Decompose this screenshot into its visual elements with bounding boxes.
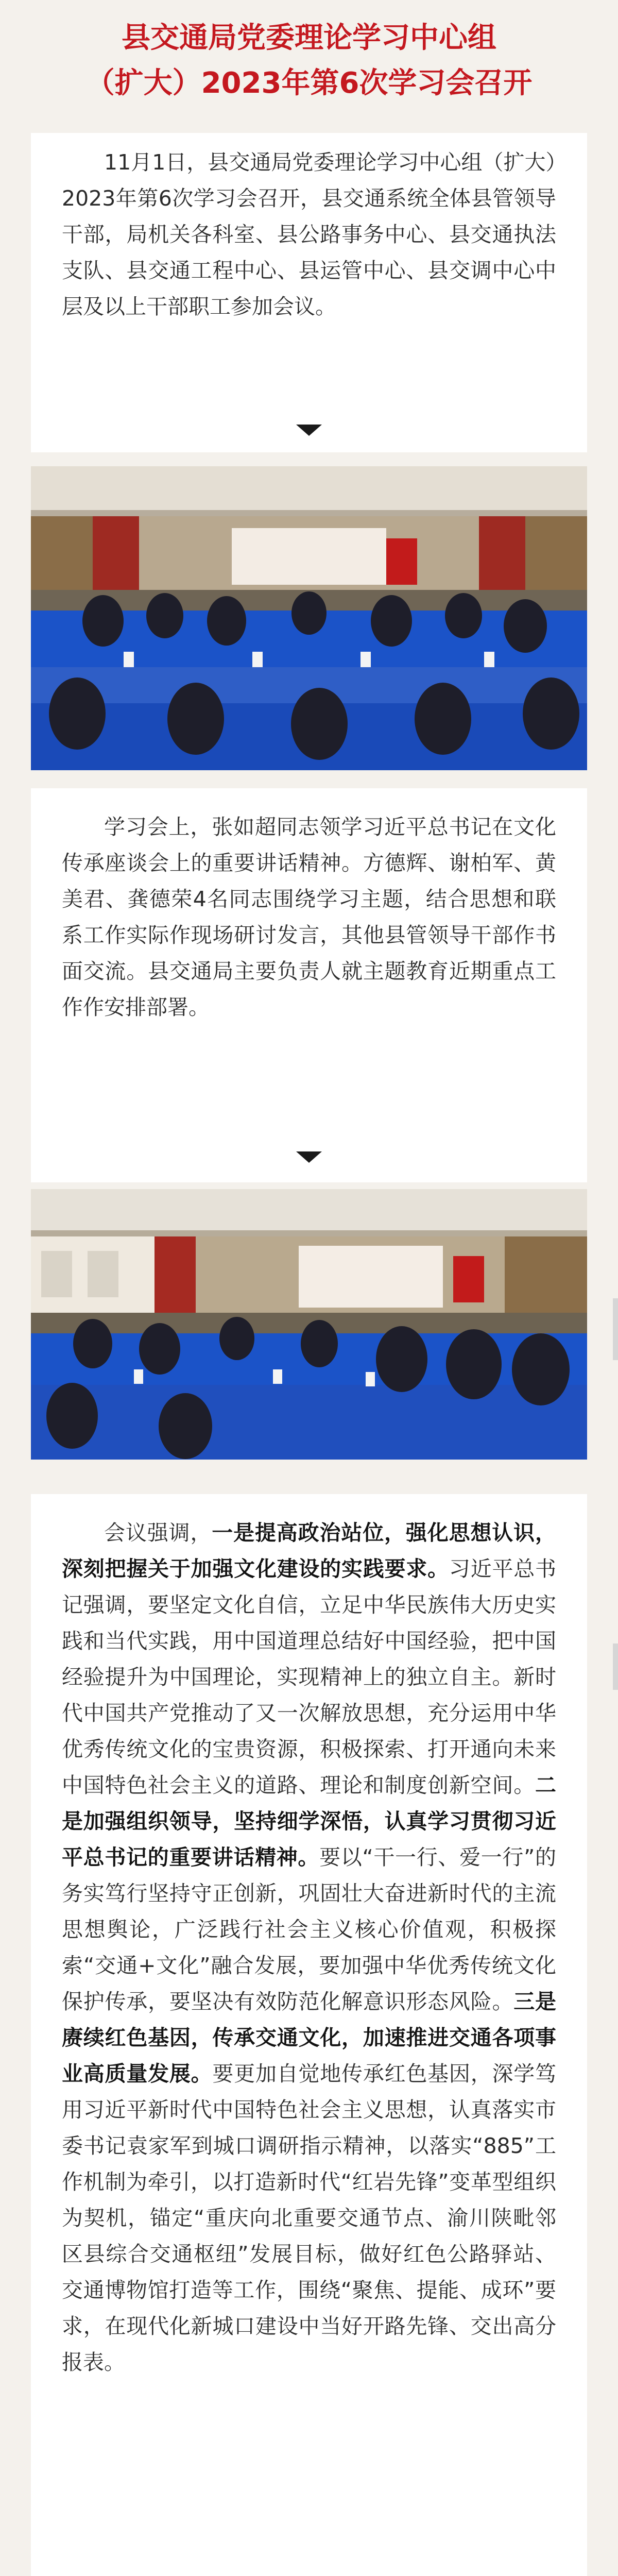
point-one-body: 习近平总书记强调，要坚定文化自信，立足中华民族伟大历史实践和当代实践，用中国道理总结好中国经验，把中国经验提升为中国理论，实现精神上的独立自主。新时代中国共产党推动了又一次解放思想，充分运用中华优秀传统文化的宝贵资源，积极探索、打开通向未来中国特色社会主义的道路、理论和制度创新空间。: [62, 1556, 557, 1798]
study-paragraph: 学习会上，张如超同志领学习近平总书记在文化传承座谈会上的重要讲话精神。方德辉、谢柏军、黄美君、龚德荣4名同志围绕学习主题，结合思想和联系工作实际作现场研讨发言，其他县管领导干部作书面交流。县交通局主要负责人就主题教育近期重点工作作安排部署。: [62, 815, 556, 1020]
point-two-heading: 二是加强组织领导，坚持细学深悟，认真学习贯彻习近平总书记的重要讲话精神。: [62, 1773, 556, 1870]
chevron-down-icon: [296, 425, 322, 436]
emphasis-paragraph: [31, 1494, 587, 2380]
point-three-heading: 三是赓续红色基因，传承交通文化，加速推进交通各项事业高质量发展。: [62, 1989, 557, 2086]
scrollbar-track[interactable]: [613, 1298, 618, 1360]
scrollbar-thumb[interactable]: [613, 1643, 618, 1690]
point-three-body: 要更加自觉地传承红色基因，深学笃用习近平新时代中国特色社会主义思想，认真落实市委书记袁家军到城口调研指示精神，以落实“885”工作机制为牵引，以打造新时代“红岩先锋”变革型组织为契机，锚定“重庆向北重要交通节点、渝川陕毗邻区县综合交通枢纽”发展目标，做好红色公路驿站、交通博物馆打造等工作，围绕“聚焦、提能、成环”要求，在现代化新城口建设中当好开路先锋、交出高分报表。: [62, 2061, 557, 2375]
title-line-2: （扩大）2023年第6次学习会召开: [85, 66, 533, 100]
point-one-heading: 一是提高政治站位，强化思想认识，深刻把握关于加强文化建设的实践要求。: [62, 1520, 556, 1581]
meeting-photo-1: [31, 466, 587, 770]
meeting-photo-2: [31, 1189, 587, 1460]
intro-panel: [31, 133, 587, 452]
study-panel: [31, 788, 587, 1182]
emphasis-panel: [31, 1494, 587, 2576]
chevron-down-icon: [296, 1151, 322, 1163]
title-line-1: 县交通局党委理论学习中心组: [122, 21, 496, 55]
intro-paragraph: 11月1日，县交通局党委理论学习中心组（扩大）2023年第6次学习会召开，县交通系统全体县管领导干部，局机关各科室、县公路事务中心、县交通执法支队、县交通工程中心、县运管中心、县交调中心中层及以上干部职工参加会议。: [62, 150, 556, 319]
page-title: [31, 15, 587, 106]
point-two-body: 要以“干一行、爱一行”的务实笃行坚持守正创新，巩固壮大奋进新时代的主流思想舆论，广泛践行社会主义核心价值观，积极探索“交通+文化”融合发展，要加强中华优秀传统文化保护传承，要坚决有效防范化解意识形态风险。: [62, 1845, 557, 2014]
emphasis-lead: 会议强调，: [104, 1520, 212, 1545]
